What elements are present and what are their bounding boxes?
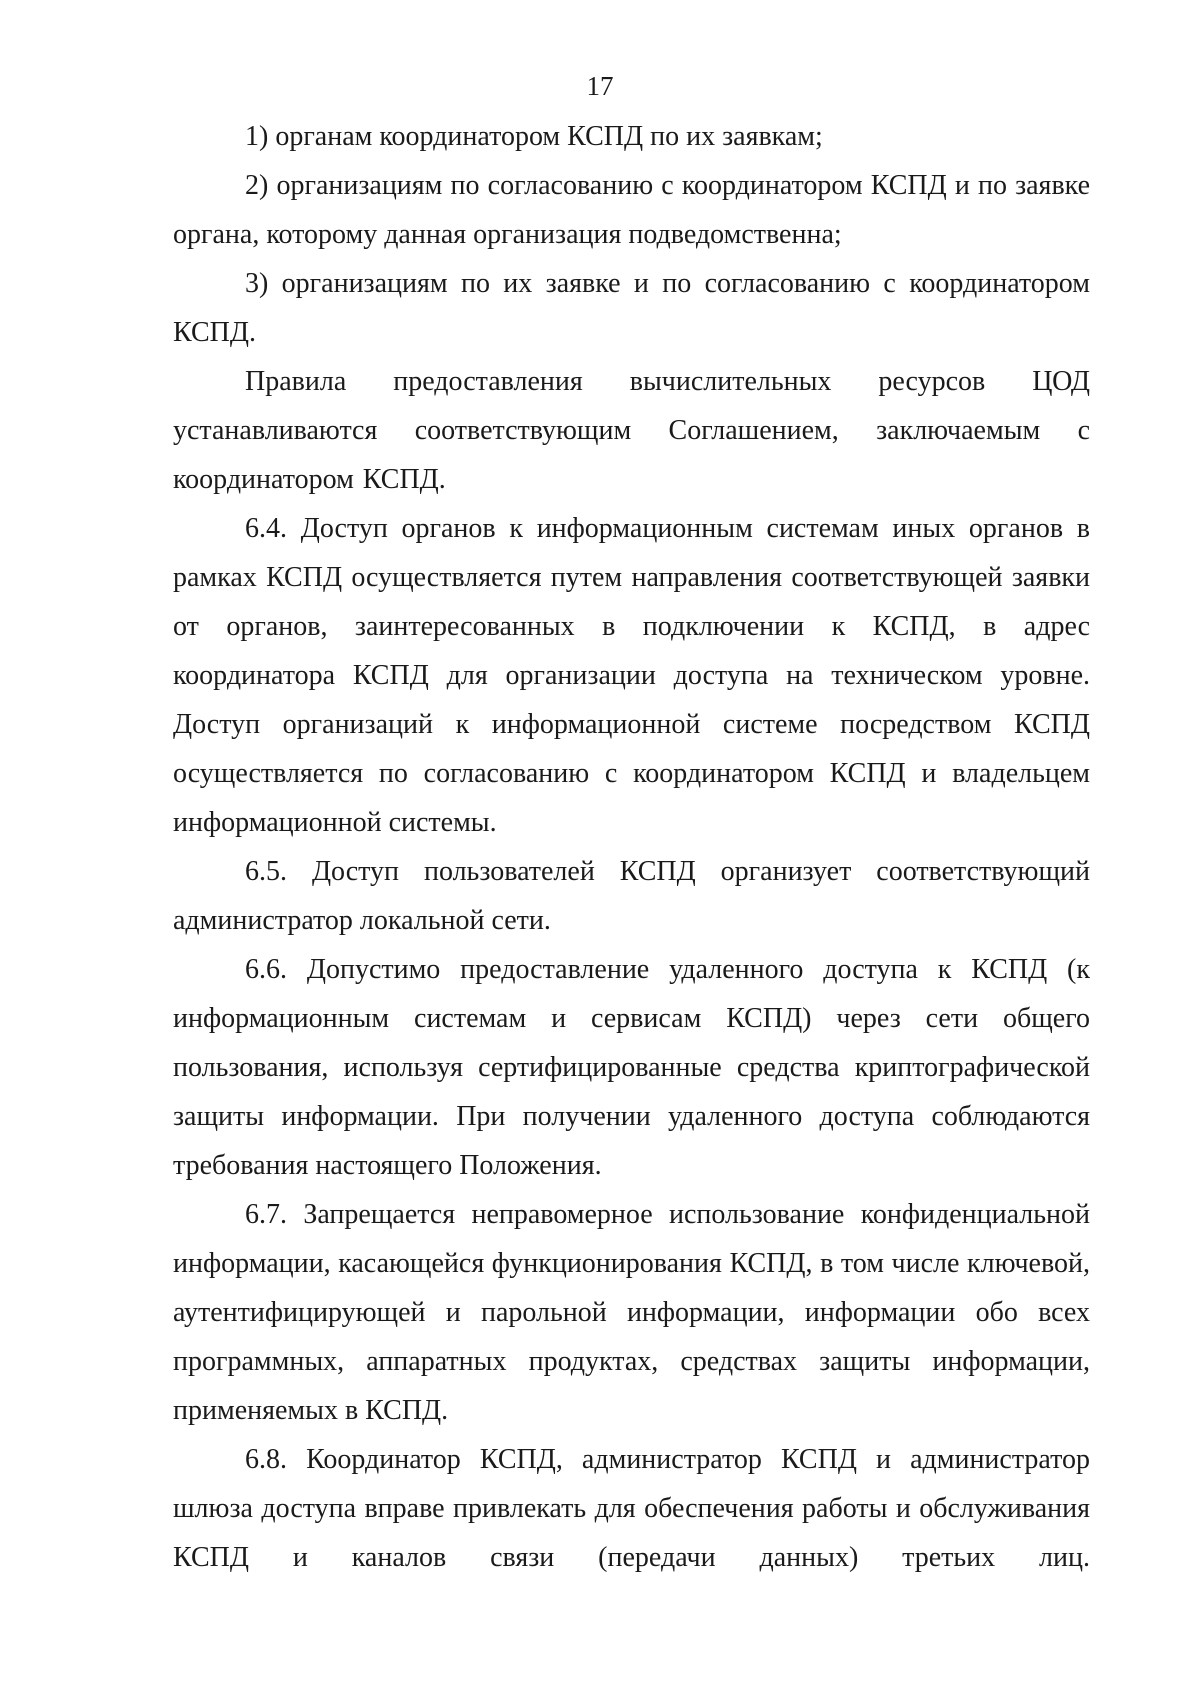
document-body (173, 112, 1090, 1582)
paragraph-6-8: 6.8. Координатор КСПД, администратор КСПД и администратор шлюза доступа вправе привлекать для обеспечения работы и обслуживания КСПД и каналов связи (передачи данных) третьих лиц. (173, 1444, 1090, 1573)
paragraph-computing-resources: Правила предоставления вычислительных ресурсов ЦОД устанавливаются соответствующим Соглашением, заключаемым с координатором КСПД. (173, 366, 1090, 495)
paragraph-item-3: 3) организациям по их заявке и по согласованию с координатором КСПД. (173, 268, 1090, 348)
paragraph-6-6: 6.6. Допустимо предоставление удаленного доступа к КСПД (к информационным системам и сервисам КСПД) через сети общего пользования, используя сертифицированные средства криптографической защиты информации. При получении удаленного доступа соблюдаются требования настоящего Положения. (173, 954, 1090, 1181)
page-number: 17 (586, 71, 614, 101)
paragraph-6-5: 6.5. Доступ пользователей КСПД организует соответствующий администратор локальной сети. (173, 856, 1090, 936)
paragraph-6-7: 6.7. Запрещается неправомерное использование конфиденциальной информации, касающейся функционирования КСПД, в том числе ключевой, аутентифицирующей и парольной информации, информации обо всех программных, аппаратных продуктах, средствах защиты информации, применяемых в КСПД. (173, 1199, 1090, 1426)
paragraph-6-4: 6.4. Доступ органов к информационным системам иных органов в рамках КСПД осуществляется путем направления соответствующей заявки от органов, заинтересованных в подключении к КСПД, в адрес координатора КСПД для организации доступа на техническом уровне. Доступ организаций к информационной системе посредством КСПД осуществляется по согласованию с координатором КСПД и владельцем информационной системы. (173, 513, 1090, 838)
paragraph-item-2: 2) организациям по согласованию с координатором КСПД и по заявке органа, которому данная организация подведомственна; (173, 170, 1090, 250)
paragraph-item-1: 1) органам координатором КСПД по их заявкам; (245, 121, 823, 152)
